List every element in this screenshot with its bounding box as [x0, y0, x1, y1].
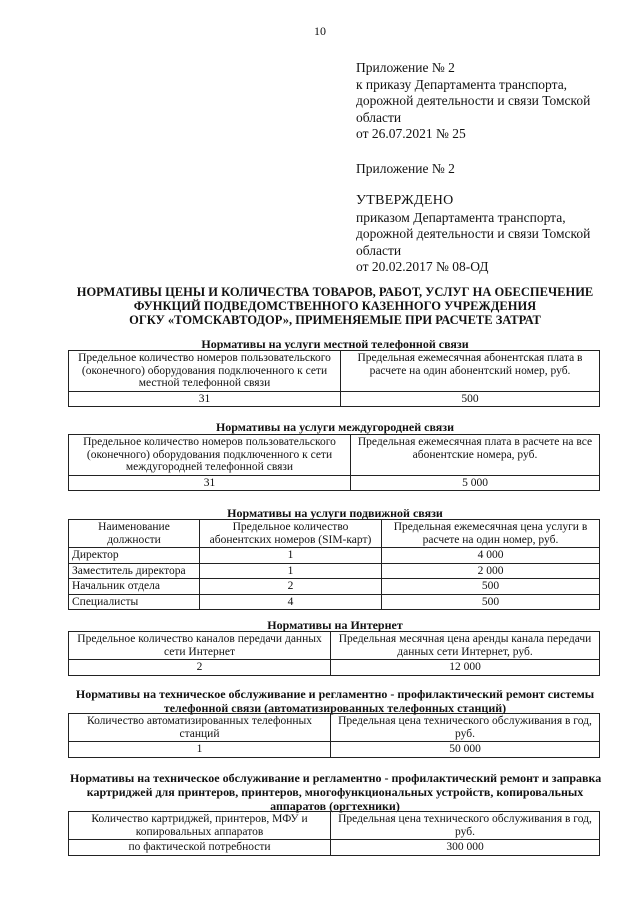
- appendix-line: дорожной деятельности и связи Томской: [356, 93, 591, 108]
- section-title-phone-stations: [70, 687, 600, 715]
- table-cell: 31: [69, 475, 351, 491]
- table-cell: 1: [200, 563, 382, 579]
- approval-heading: УТВЕРЖДЕНО: [356, 193, 454, 208]
- approval-line: от 20.02.2017 № 08-ОД: [356, 259, 489, 274]
- appendix-label-text: Приложение № 2: [356, 161, 455, 176]
- column-header: Предельная месячная цена аренды канала передачи данных сети Интернет, руб.: [331, 632, 600, 660]
- page-number: 10: [314, 24, 326, 38]
- column-header: Предельная цена технического обслуживания в год, руб.: [331, 812, 600, 840]
- column-header: Предельное количество абонентских номеров (SIM-карт): [200, 520, 382, 548]
- approval-stamp: [356, 193, 616, 276]
- column-header: Предельное количество номеров пользовательского (оконечного) оборудования подключенного к сети местной телефонной связи: [69, 351, 341, 392]
- table-row: [69, 594, 600, 610]
- table-local-telephone: [68, 350, 600, 407]
- section-title-line: Нормативы на Интернет: [267, 618, 403, 632]
- approval-line: области: [356, 242, 402, 258]
- title-line: ФУНКЦИЙ ПОДВЕДОМСТВЕННОГО КАЗЕННОГО УЧРЕЖДЕНИЯ: [133, 299, 537, 313]
- table-cell: 1: [69, 742, 331, 758]
- table-office-equipment: [68, 811, 600, 856]
- table-row: [69, 660, 600, 676]
- table-cell: 5 000: [351, 475, 600, 491]
- appendix-line: от 26.07.2021 № 25: [356, 126, 466, 141]
- table-cell: Специалисты: [69, 594, 200, 610]
- title-line: ОГКУ «ТОМСКАВТОДОР», ПРИМЕНЯЕМЫЕ ПРИ РАСЧЕТЕ ЗАТРАТ: [129, 313, 541, 327]
- section-title-line: Нормативы на техническое обслуживание и регламентно - профилактический ремонт системы: [75, 687, 595, 701]
- table-cell: по фактической потребности: [69, 840, 331, 856]
- section-title-line: аппаратов (оргтехники): [270, 799, 400, 813]
- appendix-line: Приложение № 2: [356, 60, 455, 75]
- table-long-distance: [68, 434, 600, 491]
- column-header: Предельная цена технического обслуживания в год, руб.: [331, 714, 600, 742]
- column-header: Предельная ежемесячная плата в расчете на все абонентские номера, руб.: [351, 435, 600, 476]
- section-title-long-distance: [70, 420, 600, 434]
- table-cell: 4 000: [382, 548, 600, 564]
- table-row: [69, 548, 600, 564]
- column-header: Наименование должности: [69, 520, 200, 548]
- section-title-line: Нормативы на услуги междугородней связи: [215, 420, 455, 434]
- table-row: [69, 840, 600, 856]
- table-cell: 12 000: [331, 660, 600, 676]
- title-line: НОРМАТИВЫ ЦЕНЫ И КОЛИЧЕСТВА ТОВАРОВ, РАБОТ, УСЛУГ НА ОБЕСПЕЧЕНИЕ: [76, 285, 594, 299]
- section-title-office-equipment: [70, 771, 600, 813]
- appendix-reference: [356, 60, 616, 143]
- table-cell: Начальник отдела: [69, 579, 200, 595]
- table-row: [69, 391, 600, 407]
- table-cell: 1: [200, 548, 382, 564]
- table-cell: 2: [200, 579, 382, 595]
- table-cell: 50 000: [331, 742, 600, 758]
- table-mobile: [68, 519, 600, 610]
- document-title: [70, 285, 600, 327]
- table-cell: 500: [382, 594, 600, 610]
- column-header: Предельное количество каналов передачи данных сети Интернет: [69, 632, 331, 660]
- table-cell: 2: [69, 660, 331, 676]
- column-header: Количество автоматизированных телефонных станций: [69, 714, 331, 742]
- section-title-line: Нормативы на услуги местной телефонной связи: [201, 337, 469, 351]
- table-cell: 2 000: [382, 563, 600, 579]
- section-title-line: Нормативы на услуги подвижной связи: [227, 506, 443, 520]
- approval-line: приказом Департамента транспорта,: [356, 209, 566, 225]
- approval-line: дорожной деятельности и связи Томской: [356, 226, 591, 241]
- table-cell: 4: [200, 594, 382, 610]
- section-title-line: телефонной связи (автоматизированных телефонных станций): [163, 701, 507, 715]
- section-title-line: картриджей для принтеров, принтеров, многофункциональных устройств, копировальных: [86, 785, 584, 799]
- table-phone-stations: [68, 713, 600, 758]
- table-row: [69, 563, 600, 579]
- table-row: [69, 475, 600, 491]
- column-header: Предельная ежемесячная абонентская плата в расчете на один абонентский номер, руб.: [341, 351, 600, 392]
- appendix-label: [356, 161, 616, 178]
- table-cell: 31: [69, 391, 341, 407]
- table-cell: Директор: [69, 548, 200, 564]
- section-title-line: Нормативы на техническое обслуживание и регламентно - профилактический ремонт и заправка: [70, 771, 602, 785]
- table-cell: 500: [341, 391, 600, 407]
- column-header: Количество картриджей, принтеров, МФУ и копировальных аппаратов: [69, 812, 331, 840]
- table-cell: Заместитель директора: [69, 563, 200, 579]
- table-cell: 500: [382, 579, 600, 595]
- column-header: Предельная ежемесячная цена услуги в расчете на один номер, руб.: [382, 520, 600, 548]
- section-title-mobile: [70, 506, 600, 520]
- appendix-line: области: [356, 109, 402, 125]
- table-cell: 300 000: [331, 840, 600, 856]
- table-internet: [68, 631, 600, 676]
- table-row: [69, 742, 600, 758]
- section-title-internet: [70, 618, 600, 632]
- section-title-local-telephone: [70, 337, 600, 351]
- table-row: [69, 579, 600, 595]
- appendix-line: к приказу Департамента транспорта,: [356, 76, 568, 92]
- column-header: Предельное количество номеров пользовательского (оконечного) оборудования подключенного к сети междугородней телефонной связи: [69, 435, 351, 476]
